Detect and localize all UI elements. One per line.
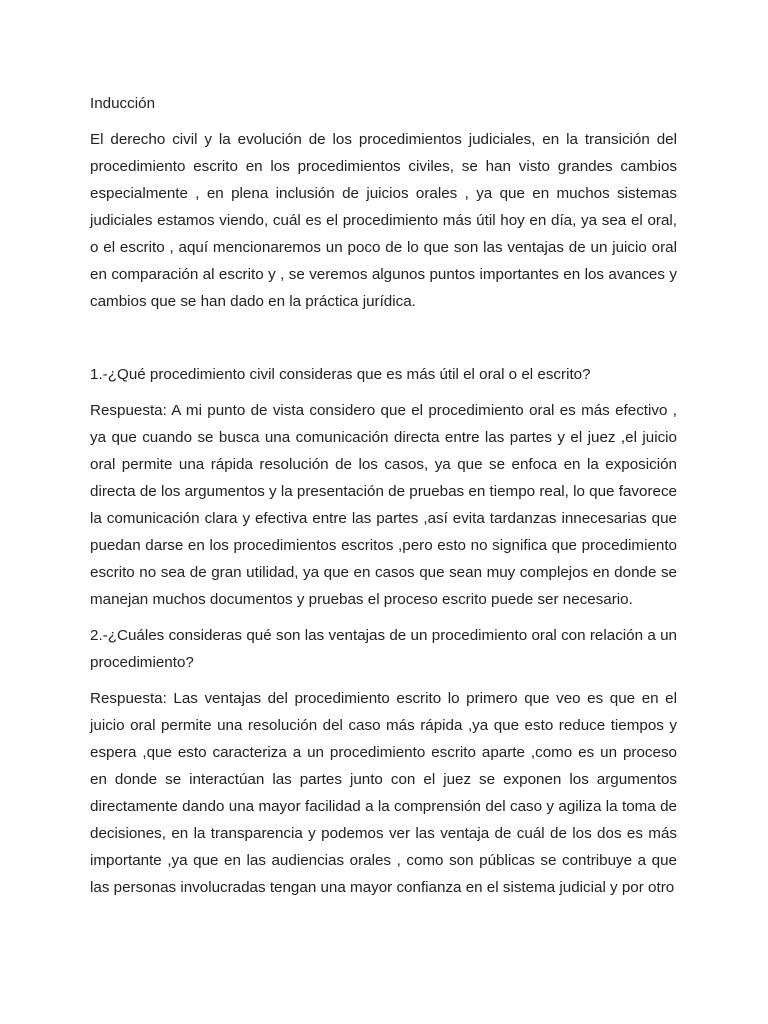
- document-page: [90, 90, 677, 910]
- answer-2: Respuesta: Las ventajas del procedimiento escrito lo primero que veo es que en el juicio oral permite una resolución del caso más rápida ,ya que esto reduce tiempos y espera ,que esto caracteriza a un procedimiento escrito aparte ,como es un proceso en donde se interactúan las partes junto con el juez se exponen los argumentos directamente dando una mayor facilidad a la comprensión del caso y agiliza la toma de decisiones, en la transparencia y podemos ver las ventaja de cuál de los dos es más importante ,ya que en las audiencias orales , como son públicas se contribuye a que las personas involucradas tengan una mayor confianza en el sistema judicial y por otro: [90, 690, 677, 896]
- answer-1: Respuesta: A mi punto de vista considero que el procedimiento oral es más efectivo , ya que cuando se busca una comunicación directa entre las partes y el juez ,el juicio oral permite una rápida resolución de los casos, ya que se enfoca en la exposición directa de los argumentos y la presentación de pruebas en tiempo real, lo que favorece la comunicación clara y efectiva entre las partes ,así evita tardanzas innecesarias que puedan darse en los procedimientos escritos ,pero esto no significa que procedimiento escrito no sea de gran utilidad, ya que en casos que sean muy complejos en donde se manejan muchos documentos y pruebas el proceso escrito puede ser necesario.: [90, 402, 677, 608]
- question-1: 1.-¿Qué procedimiento civil consideras que es más útil el oral o el escrito?: [90, 366, 591, 383]
- section-heading: Inducción: [90, 95, 156, 112]
- intro-paragraph: El derecho civil y la evolución de los procedimientos judiciales, en la transición del procedimiento escrito en los procedimientos civiles, se han visto grandes cambios especialmente , en plena inclusión de juicios orales , ya que en muchos sistemas judiciales estamos viendo, cuál es el procedimiento más útil hoy en día, ya sea el oral, o el escrito , aquí mencionaremos un poco de lo que son las ventajas de un juicio oral en comparación al escrito y , se veremos algunos puntos importantes en los avances y cambios que se han dado en la práctica jurídica.: [90, 131, 677, 310]
- question-2: 2.-¿Cuáles consideras qué son las ventajas de un procedimiento oral con relación a un procedimiento?: [90, 627, 677, 671]
- paragraph-spacer: [90, 324, 677, 361]
